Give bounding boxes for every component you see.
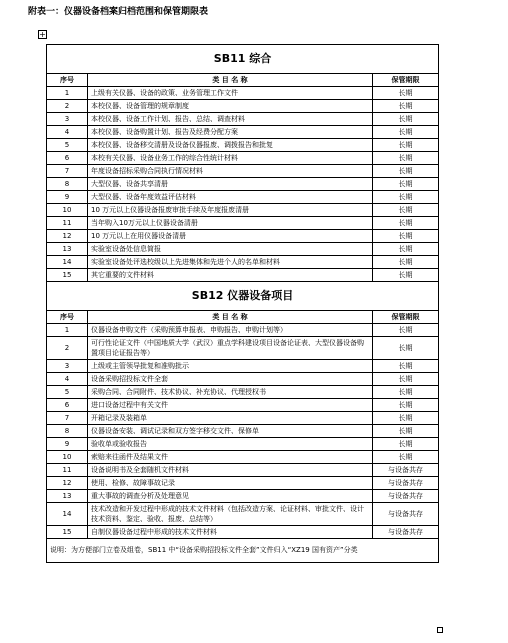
row-category-name: 年度设备招标采购合同执行情况材料 bbox=[88, 165, 373, 178]
row-category-name: 自制仪器设备过程中形成的技术文件材料 bbox=[88, 526, 373, 539]
row-category-name: 验收单或验收报告 bbox=[88, 438, 373, 451]
table-row bbox=[47, 152, 439, 165]
row-number: 10 bbox=[47, 451, 88, 464]
row-retention-period: 与设备共存 bbox=[373, 464, 439, 477]
row-number: 4 bbox=[47, 373, 88, 386]
row-retention-period: 长期 bbox=[373, 386, 439, 399]
row-number: 12 bbox=[47, 477, 88, 490]
row-category-name: 设备采购招投标文件全套 bbox=[88, 373, 373, 386]
row-retention-period: 长期 bbox=[373, 360, 439, 373]
row-category-name: 重大事故的调查分析及处理意见 bbox=[88, 490, 373, 503]
table-move-handle-icon[interactable]: + bbox=[39, 30, 46, 39]
row-category-name: 仪器设备安装、调试记录和双方签字移交文件、保修单 bbox=[88, 425, 373, 438]
table-row bbox=[47, 87, 439, 100]
row-retention-period: 长期 bbox=[373, 87, 439, 100]
column-header-no: 序号 bbox=[47, 311, 88, 324]
row-number: 6 bbox=[47, 152, 88, 165]
table-row bbox=[47, 337, 439, 360]
table-row bbox=[47, 399, 439, 412]
section-title-row bbox=[47, 282, 439, 311]
row-retention-period: 长期 bbox=[373, 373, 439, 386]
table-row bbox=[47, 269, 439, 282]
row-retention-period: 长期 bbox=[373, 113, 439, 126]
row-number: 8 bbox=[47, 425, 88, 438]
table-row bbox=[47, 526, 439, 539]
row-retention-period: 长期 bbox=[373, 100, 439, 113]
table-row bbox=[47, 191, 439, 204]
column-header-period: 保管期限 bbox=[373, 311, 439, 324]
table-row bbox=[47, 360, 439, 373]
row-category-name: 实验室设备处信息简报 bbox=[88, 243, 373, 256]
row-category-name: 当年购入10万元以上仪器设备清册 bbox=[88, 217, 373, 230]
table-row bbox=[47, 217, 439, 230]
row-category-name: 开箱记录及装箱单 bbox=[88, 412, 373, 425]
row-retention-period: 长期 bbox=[373, 217, 439, 230]
row-category-name: 本校仪器、设备购置计划、报告及经费分配方案 bbox=[88, 126, 373, 139]
row-retention-period: 长期 bbox=[373, 337, 439, 360]
table-row bbox=[47, 490, 439, 503]
row-retention-period: 长期 bbox=[373, 269, 439, 282]
row-category-name: 本校仪器、设备移交清册及设备仪器报废、调拨报告和批复 bbox=[88, 139, 373, 152]
row-retention-period: 长期 bbox=[373, 139, 439, 152]
row-number: 3 bbox=[47, 360, 88, 373]
page-title: 附表一：仪器设备档案归档范围和保管期限表 bbox=[28, 7, 209, 17]
row-number: 1 bbox=[47, 324, 88, 337]
row-number: 13 bbox=[47, 243, 88, 256]
table-row bbox=[47, 412, 439, 425]
table-row bbox=[47, 425, 439, 438]
row-retention-period: 与设备共存 bbox=[373, 526, 439, 539]
row-category-name: 10 万元以上在用仪器设备清册 bbox=[88, 230, 373, 243]
note-row bbox=[47, 539, 439, 563]
table-header-row bbox=[47, 74, 439, 87]
row-category-name: 大型仪器、设备年度效益评估材料 bbox=[88, 191, 373, 204]
section-title-row bbox=[47, 45, 439, 74]
table-row bbox=[47, 100, 439, 113]
row-number: 8 bbox=[47, 178, 88, 191]
row-retention-period: 长期 bbox=[373, 204, 439, 217]
row-retention-period: 长期 bbox=[373, 152, 439, 165]
row-category-name: 仪器设备申购文件（采购预算申报表、申购报告、申购计划等） bbox=[88, 324, 373, 337]
table-row bbox=[47, 178, 439, 191]
column-header-name: 类 目 名 称 bbox=[88, 311, 373, 324]
table-resize-handle-icon[interactable] bbox=[437, 627, 443, 633]
row-category-name: 可行性论证文件（中国地质大学（武汉）重点学科建设项目设备论证表、大型仪器设备购置项目论证报告等） bbox=[88, 337, 373, 360]
row-category-name: 实验室设备处评选校级以上先进集体和先进个人的名单和材料 bbox=[88, 256, 373, 269]
row-number: 12 bbox=[47, 230, 88, 243]
row-retention-period: 长期 bbox=[373, 425, 439, 438]
row-category-name: 上级有关仪器、设备的政策、业务管理工作文件 bbox=[88, 87, 373, 100]
row-number: 11 bbox=[47, 217, 88, 230]
row-retention-period: 长期 bbox=[373, 451, 439, 464]
table-row bbox=[47, 256, 439, 269]
row-number: 4 bbox=[47, 126, 88, 139]
table-note: 说明：为方便部门立卷及组卷，SB11 中“设备采购招投标文件全套”文件归入“XZ19 国有资产”分类 bbox=[47, 539, 439, 563]
row-retention-period: 长期 bbox=[373, 412, 439, 425]
table-row bbox=[47, 451, 439, 464]
row-number: 9 bbox=[47, 191, 88, 204]
row-number: 14 bbox=[47, 256, 88, 269]
row-number: 2 bbox=[47, 337, 88, 360]
row-retention-period: 长期 bbox=[373, 438, 439, 451]
row-number: 3 bbox=[47, 113, 88, 126]
row-number: 7 bbox=[47, 412, 88, 425]
row-number: 13 bbox=[47, 490, 88, 503]
row-category-name: 技术改造和开发过程中形成的技术文件材料（包括改造方案、论证材料、审批文件、设计技术资料、鉴定、验收、报废、总结等） bbox=[88, 503, 373, 526]
row-number: 7 bbox=[47, 165, 88, 178]
row-retention-period: 长期 bbox=[373, 399, 439, 412]
table-row bbox=[47, 230, 439, 243]
row-category-name: 上级或主管领导批复和准购批示 bbox=[88, 360, 373, 373]
row-number: 5 bbox=[47, 386, 88, 399]
row-retention-period: 长期 bbox=[373, 178, 439, 191]
row-retention-period: 长期 bbox=[373, 126, 439, 139]
row-retention-period: 与设备共存 bbox=[373, 503, 439, 526]
section-title: SB12 仪器设备项目 bbox=[47, 282, 439, 311]
table-row bbox=[47, 503, 439, 526]
row-category-name: 本校仪器、设备工作计划、报告、总结、调查材料 bbox=[88, 113, 373, 126]
table-row bbox=[47, 438, 439, 451]
section-title: SB11 综合 bbox=[47, 45, 439, 74]
column-header-no: 序号 bbox=[47, 74, 88, 87]
row-category-name: 本校有关仪器、设备业务工作的综合性统计材料 bbox=[88, 152, 373, 165]
row-number: 15 bbox=[47, 269, 88, 282]
row-number: 14 bbox=[47, 503, 88, 526]
table-row bbox=[47, 243, 439, 256]
table-row bbox=[47, 126, 439, 139]
row-category-name: 设备说明书及全套随机文件材料 bbox=[88, 464, 373, 477]
row-number: 10 bbox=[47, 204, 88, 217]
table-row bbox=[47, 386, 439, 399]
row-number: 2 bbox=[47, 100, 88, 113]
row-category-name: 采购合同、合同附件、技术协议、补充协议、代理授权书 bbox=[88, 386, 373, 399]
column-header-period: 保管期限 bbox=[373, 74, 439, 87]
row-retention-period: 长期 bbox=[373, 243, 439, 256]
table-row bbox=[47, 477, 439, 490]
row-retention-period: 与设备共存 bbox=[373, 490, 439, 503]
row-retention-period: 长期 bbox=[373, 256, 439, 269]
table-row bbox=[47, 324, 439, 337]
row-number: 9 bbox=[47, 438, 88, 451]
row-category-name: 本校仪器、设备管理的规章制度 bbox=[88, 100, 373, 113]
row-retention-period: 长期 bbox=[373, 230, 439, 243]
row-category-name: 10 万元以上仪器设备报废审批手续及年度报废清册 bbox=[88, 204, 373, 217]
table-header-row bbox=[47, 311, 439, 324]
row-category-name: 进口设备过程中有关文件 bbox=[88, 399, 373, 412]
table-row bbox=[47, 165, 439, 178]
row-number: 1 bbox=[47, 87, 88, 100]
row-number: 5 bbox=[47, 139, 88, 152]
table-row bbox=[47, 113, 439, 126]
table-row bbox=[47, 204, 439, 217]
row-category-name: 大型仪器、设备共享清册 bbox=[88, 178, 373, 191]
row-category-name: 其它重要的文件材料 bbox=[88, 269, 373, 282]
row-retention-period: 与设备共存 bbox=[373, 477, 439, 490]
column-header-name: 类 目 名 称 bbox=[88, 74, 373, 87]
table-row bbox=[47, 139, 439, 152]
row-number: 11 bbox=[47, 464, 88, 477]
table-row bbox=[47, 373, 439, 386]
row-retention-period: 长期 bbox=[373, 165, 439, 178]
table-row bbox=[47, 464, 439, 477]
row-number: 15 bbox=[47, 526, 88, 539]
row-number: 6 bbox=[47, 399, 88, 412]
row-retention-period: 长期 bbox=[373, 191, 439, 204]
row-category-name: 索赔来往函件及结果文件 bbox=[88, 451, 373, 464]
row-retention-period: 长期 bbox=[373, 324, 439, 337]
archive-scope-table bbox=[46, 44, 439, 563]
row-category-name: 使用、检修、故障事故记录 bbox=[88, 477, 373, 490]
